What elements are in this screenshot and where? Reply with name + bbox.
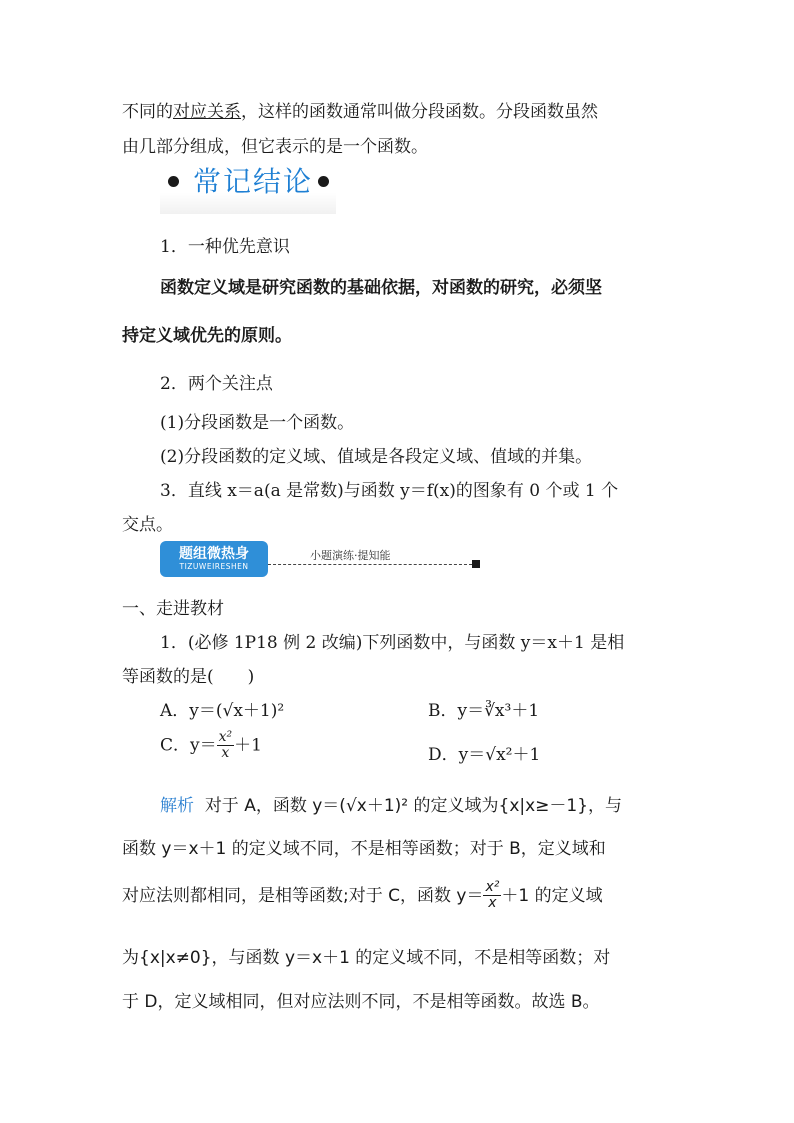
question-1: 等函数的是( ) [122,667,255,687]
question-1: 1．(必修 1P18 例 2 改编)下列函数中，与函数 y＝x＋1 是相 [160,633,625,653]
fraction [483,880,501,912]
conclusion-1-title: 1．一种优先意识 [160,237,290,257]
fraction-numerator: x² [485,879,500,895]
bullet-dot-icon [168,176,179,187]
section-heading: 常记结论 [193,165,314,198]
option-c-label: C．y＝ [160,735,217,756]
intro-text: 不同的 [122,102,173,122]
bullet-dot-icon [318,176,329,187]
solution-line: 函数 y＝x＋1 的定义域不同，不是相等函数；对于 B，定义域和 [122,839,606,859]
conclusion-1-body: 持定义域优先的原则。 [122,326,292,346]
intro-text: ，这样的函数通常叫做分段函数。分段函数虽然 [241,102,598,122]
conclusion-3: 交点。 [122,515,173,535]
solution-text: 对应法则都相同，是相等函数;对于 C，函数 y＝ [122,885,484,906]
exercise-section-title: 一、走进教材 [122,599,224,619]
intro-line-1 [122,97,598,122]
solution-text: ＋1 的定义域 [501,885,603,906]
conclusion-2-title: 2．两个关注点 [160,374,273,394]
solution-text: 对于 A，函数 y＝(√x＋1)² 的定义域为{x|x≥－1}，与 [204,796,623,816]
conclusion-1-body: 函数定义域是研究函数的基础依据，对函数的研究，必须坚 [160,278,602,298]
conclusion-2-item: (1)分段函数是一个函数。 [160,413,355,433]
solution-line: 为{x|x≠0}，与函数 y＝x＋1 的定义域不同，不是相等函数；对 [122,948,611,968]
solution-line: 于 D，定义域相同，但对应法则不同，不是相等函数。故选 B。 [122,992,600,1012]
banner-title: 题组微热身 [179,546,249,562]
option-d[interactable]: D．y＝√x²＋1 [428,745,541,765]
solution-line [160,791,622,816]
fraction-denominator: x [221,745,230,762]
square-end-icon [472,560,480,568]
banner-tagline: 小题演练·提知能 [310,549,391,562]
conclusion-2-item: (2)分段函数的定义域、值域是各段定义域、值域的并集。 [160,447,593,467]
option-c-tail: ＋1 [234,735,262,756]
warmup-banner [160,541,268,577]
solution-line [122,880,603,912]
option-b[interactable]: B．y＝∛x³＋1 [428,701,540,721]
fraction-denominator: x [488,895,497,912]
fraction-numerator: x² [218,729,233,745]
intro-line-2: 由几部分组成，但它表示的是一个函数。 [122,137,428,157]
correspondence-link[interactable]: 对应关系 [173,102,241,122]
option-c[interactable] [160,730,262,762]
banner-divider [268,564,472,565]
banner-pinyin: TIZUWEIRESHEN [179,562,249,571]
fraction [217,730,235,762]
option-a[interactable]: A．y＝(√x＋1)² [160,701,285,721]
conclusion-3: 3．直线 x＝a(a 是常数)与函数 y＝f(x)的图象有 0 个或 1 个 [160,481,619,501]
solution-label: 解析 [160,796,194,816]
